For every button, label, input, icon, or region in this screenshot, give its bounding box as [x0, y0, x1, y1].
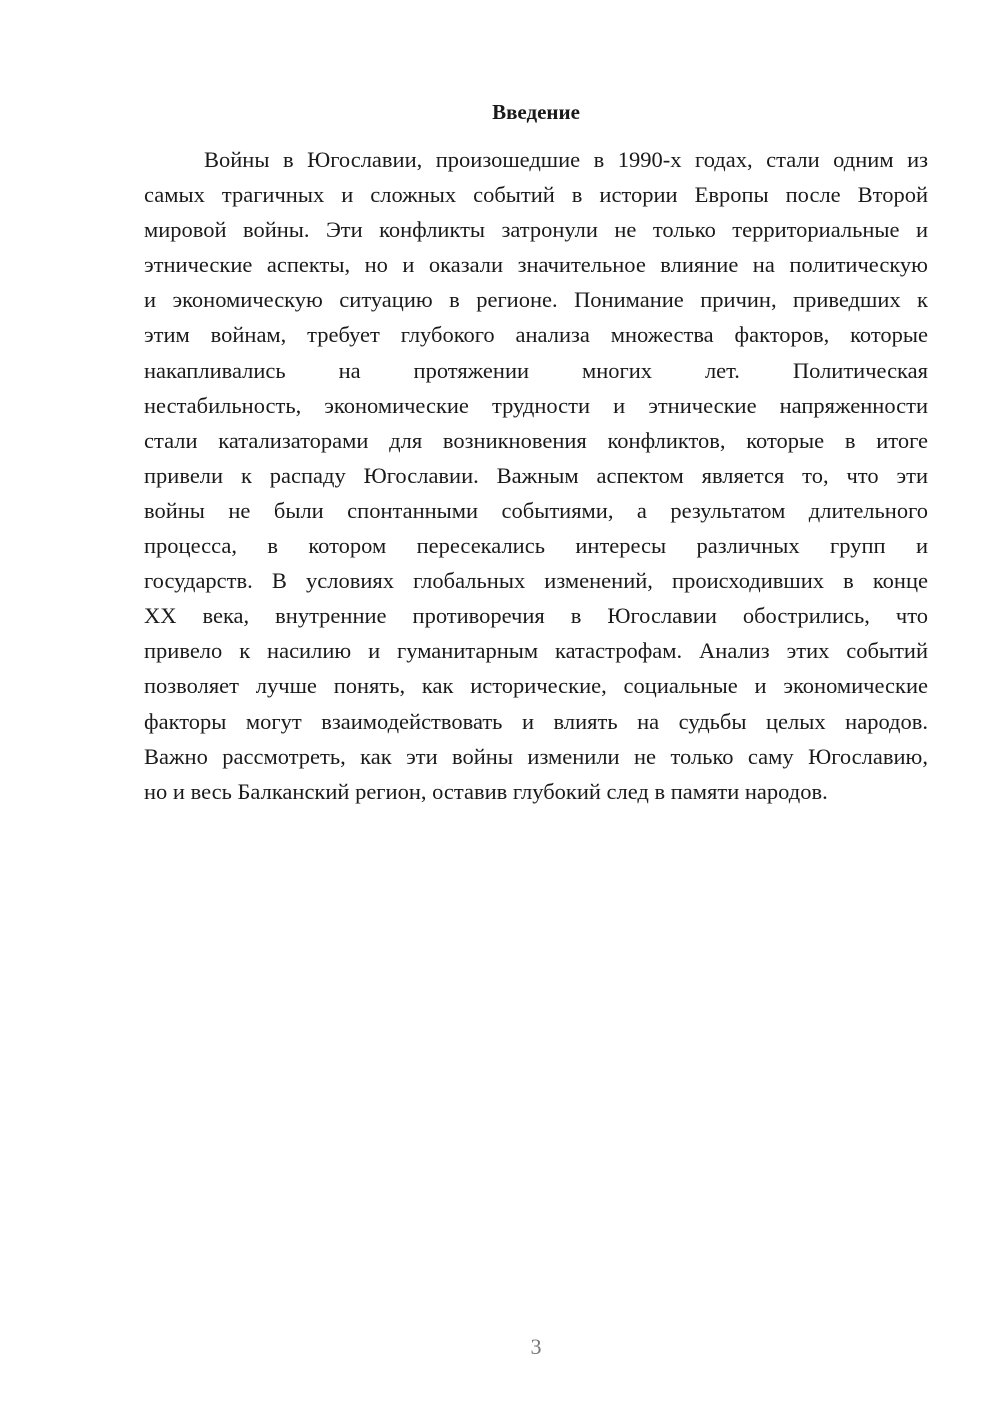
paragraph-line: позволяет лучше понять, как исторические, социальные и экономические	[144, 673, 928, 699]
paragraph-line: этим войнам, требует глубокого анализа множества факторов, которые	[144, 322, 928, 348]
page-number: 3	[530, 1334, 542, 1359]
paragraph-line: накапливались на протяжении многих лет. Политическая	[144, 357, 928, 383]
paragraph-line: нестабильность, экономические трудности и этнические напряженности	[144, 392, 928, 418]
paragraph-line: привели к распаду Югославии. Важным аспектом является то, что эти	[144, 462, 928, 488]
paragraph-line: факторы могут взаимодействовать и влиять на судьбы целых народов.	[144, 708, 928, 734]
intro-paragraph	[144, 142, 928, 809]
paragraph-line: Важно рассмотреть, как эти войны изменили не только саму Югославию,	[144, 743, 928, 769]
paragraph-line: войны не были спонтанными событиями, а результатом длительного	[144, 497, 928, 523]
paragraph-line: стали катализаторами для возникновения конфликтов, которые в итоге	[144, 427, 928, 453]
paragraph-line: этнические аспекты, но и оказали значительное влияние на политическую	[144, 252, 928, 278]
paragraph-line: самых трагичных и сложных событий в истории Европы после Второй	[144, 182, 928, 208]
paragraph-line: и экономическую ситуацию в регионе. Понимание причин, приведших к	[144, 287, 928, 313]
paragraph-line: Войны в Югославии, произошедшие в 1990-х годах, стали одним из	[204, 147, 928, 172]
paragraph-line: привело к насилию и гуманитарным катастрофам. Анализ этих событий	[144, 638, 928, 664]
section-heading: Введение	[492, 100, 580, 124]
paragraph-line: но и весь Балканский регион, оставив глубокий след в памяти народов.	[144, 778, 828, 804]
paragraph-line: мировой войны. Эти конфликты затронули не только территориальные и	[144, 217, 928, 243]
paragraph-line: процесса, в котором пересекались интересы различных групп и	[144, 533, 928, 559]
paragraph-line: XX века, внутренние противоречия в Югославии обострились, что	[144, 603, 928, 629]
paragraph-line: государств. В условиях глобальных изменений, происходивших в конце	[144, 568, 928, 594]
